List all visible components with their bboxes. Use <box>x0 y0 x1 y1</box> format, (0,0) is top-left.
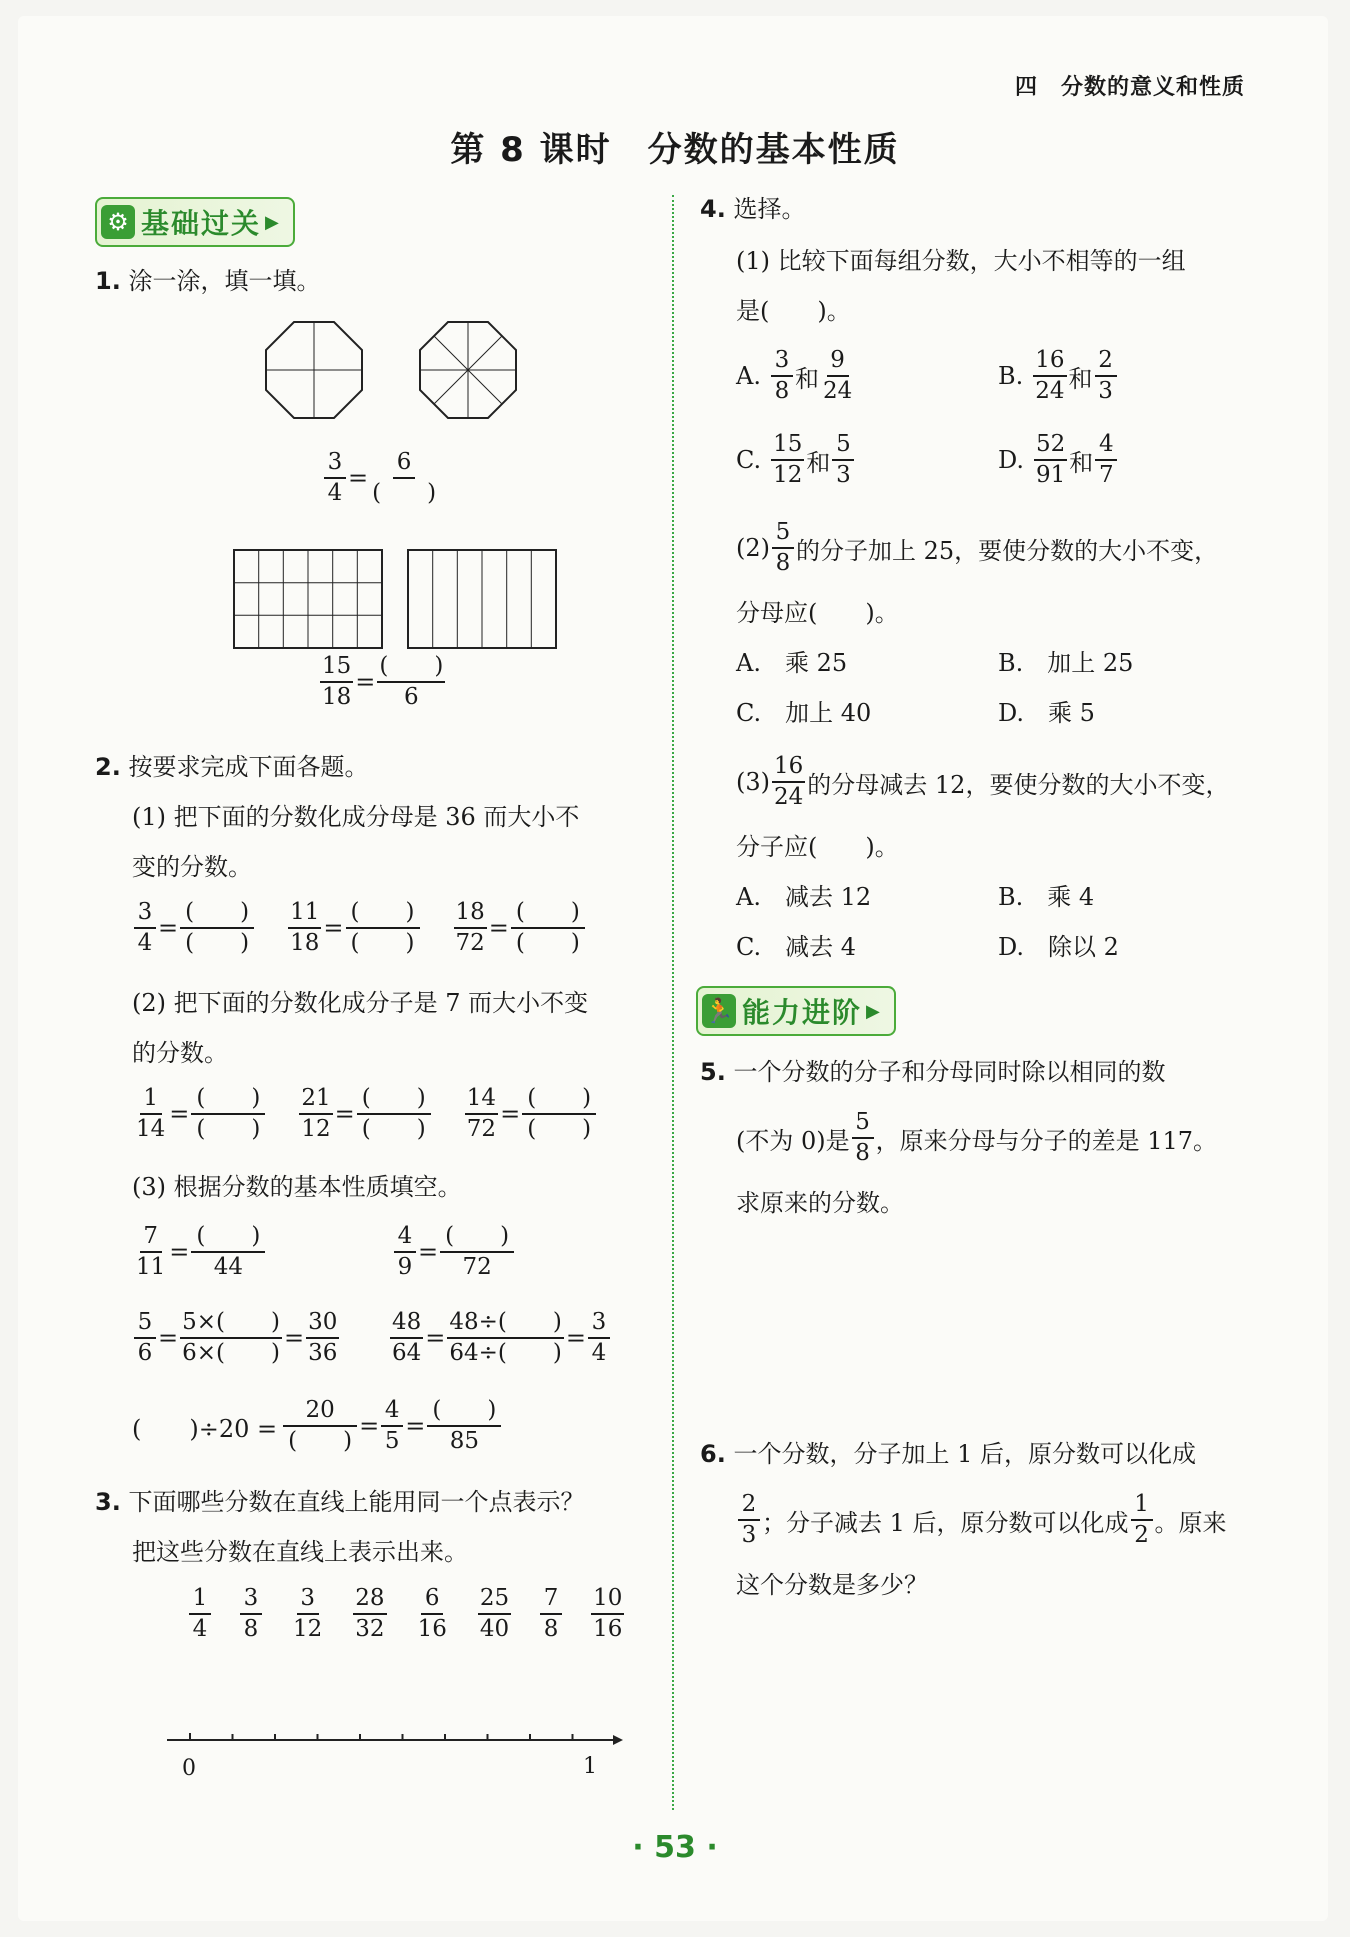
text-span: 64 <box>392 1340 422 1366</box>
text-span: = <box>158 1324 179 1352</box>
fraction <box>306 1308 339 1368</box>
text-span: = <box>418 1238 439 1266</box>
fraction-item <box>416 1584 449 1644</box>
text-span: 3 <box>836 462 851 488</box>
question-number: 5. <box>700 1058 726 1086</box>
answer-blank[interactable]: ( ) <box>185 930 250 956</box>
answer-blank[interactable]: ( )÷20 = <box>132 1414 278 1443</box>
question-text: 涂一涂，填一填。 <box>128 267 321 295</box>
answer-blank[interactable]: 6×( ) <box>182 1340 280 1366</box>
text-span: 16 <box>1033 346 1066 377</box>
fraction <box>1095 346 1117 406</box>
text-span: 乘 5 <box>1048 699 1095 727</box>
text-span: 44 <box>213 1254 244 1280</box>
text-span: 3 <box>297 1584 319 1615</box>
fraction <box>771 346 793 406</box>
question-text: 按要求完成下面各题。 <box>128 753 369 781</box>
text-span: 8 <box>775 550 791 576</box>
text-span: 5 <box>772 518 794 549</box>
text-span: 72 <box>466 1116 497 1142</box>
text-span: 32 <box>355 1616 385 1642</box>
q2-part1-line2: 变的分数。 <box>132 853 252 881</box>
arrow-right-icon: ▶ <box>265 211 279 233</box>
question-number: 2. <box>95 753 121 781</box>
text-span: = <box>500 1100 521 1128</box>
text-span: B. <box>998 649 1024 677</box>
fraction <box>1033 346 1066 406</box>
octagon-figures <box>250 318 540 448</box>
text-span: 3 <box>1098 378 1113 404</box>
fraction <box>440 1222 514 1282</box>
text-span: 20 <box>283 1396 357 1427</box>
q1-equation-2 <box>318 652 447 712</box>
fraction <box>771 430 804 490</box>
q2-part3-b <box>392 1222 516 1282</box>
question-text: 下面哪些分数在直线上能用同一个点表示？ <box>128 1488 585 1516</box>
fraction <box>522 1084 596 1144</box>
text-span: = <box>405 1412 426 1440</box>
text-span: 8 <box>855 1140 870 1166</box>
text-span: 36 <box>308 1340 338 1366</box>
text-span: D. <box>998 933 1025 961</box>
text-span: 9 <box>827 346 849 377</box>
text-span: = <box>425 1324 446 1352</box>
fraction <box>180 898 254 958</box>
q2-part1-row <box>132 898 587 958</box>
q4-part3-line2: 分子应( )。 <box>736 833 899 861</box>
text-span: 3 <box>134 898 156 929</box>
text-span: 30 <box>306 1308 339 1339</box>
fraction <box>283 1396 357 1456</box>
text-span: 和 <box>1069 448 1094 477</box>
text-span: 4 <box>591 1340 607 1366</box>
conversion-item <box>132 1084 267 1144</box>
fraction <box>191 1084 265 1144</box>
text-span: 和 <box>806 448 831 477</box>
text-span: 48 <box>390 1308 423 1339</box>
text-span: B. <box>998 362 1024 390</box>
fraction <box>390 1308 423 1368</box>
fraction <box>191 1222 265 1282</box>
text-span: 4 <box>381 1396 403 1427</box>
text-span: 11 <box>288 898 321 929</box>
fraction <box>772 518 794 578</box>
answer-blank[interactable]: ( ) <box>357 1084 431 1115</box>
text-span: 7 <box>540 1584 562 1615</box>
text-span: 2 <box>1095 346 1117 377</box>
q2-part2-line1: (2) 把下面的分数化成分子是 7 而大小不变 <box>132 989 589 1017</box>
text-span: 52 <box>1034 430 1067 461</box>
q5-answer-area[interactable] <box>736 1240 1276 1420</box>
denominator: 18 <box>322 684 352 710</box>
text-span: 减去 12 <box>784 883 872 911</box>
option-c[interactable] <box>736 430 856 490</box>
text-span: 4 <box>137 930 153 956</box>
q5-line2 <box>736 1108 1217 1168</box>
text-span: 16 <box>417 1616 447 1642</box>
text-span: = <box>283 1324 305 1352</box>
text-span: 25 <box>478 1584 511 1615</box>
conversion-item <box>452 898 587 958</box>
equals-sign: = <box>348 464 369 492</box>
text-span: 7 <box>1098 462 1114 488</box>
text-span: 除以 2 <box>1048 933 1119 961</box>
answer-blank[interactable]: ( ) <box>288 1428 353 1454</box>
text-span: 5 <box>384 1428 400 1454</box>
fraction <box>377 652 445 712</box>
text-span: 28 <box>353 1584 386 1615</box>
text-span: 1 <box>1131 1490 1153 1521</box>
fraction <box>288 898 321 958</box>
fraction <box>1034 430 1067 490</box>
fraction <box>454 898 487 958</box>
text-span: 18 <box>290 930 320 956</box>
text-span: 2 <box>1134 1522 1149 1548</box>
text-span: (不为 0)是 <box>736 1126 850 1155</box>
denominator: 6 <box>404 684 419 710</box>
text-span: 24 <box>1035 378 1065 404</box>
q2-part2-row <box>132 1084 598 1144</box>
q2-part3-line1: (3) 根据分数的基本性质填空。 <box>132 1173 462 1201</box>
text-span: 14 <box>136 1116 166 1142</box>
text-span: B. <box>998 883 1024 911</box>
option-a[interactable] <box>736 646 847 680</box>
section-label: 能力进阶 <box>742 996 863 1029</box>
denominator: 4 <box>327 480 343 506</box>
text-span: 减去 4 <box>785 933 857 961</box>
text-span: 21 <box>299 1084 332 1115</box>
page-number: · 53 · <box>632 1830 718 1865</box>
q3-fraction-list <box>187 1584 626 1644</box>
answer-blank[interactable]: ( ) <box>191 1222 265 1253</box>
answer-blank[interactable]: ( ) <box>350 930 415 956</box>
question-text: 一个分数，分子加上 1 后，原分数可以化成 <box>733 1440 1196 1468</box>
text-span: 乘 25 <box>784 649 848 677</box>
fraction <box>134 898 156 958</box>
answer-blank[interactable]: ( ) <box>427 1396 501 1427</box>
text-span: 24 <box>774 784 804 810</box>
q2-part1-line1: (1) 把下面的分数化成分母是 36 而大小不 <box>132 803 580 831</box>
fraction-item <box>240 1584 262 1644</box>
answer-blank[interactable]: ( ) <box>372 480 437 506</box>
q6-line2 <box>736 1490 1227 1550</box>
text-span: 乘 4 <box>1047 883 1095 911</box>
question-6 <box>700 1437 1196 1471</box>
text-span: 1 <box>189 1584 211 1615</box>
text-span: 24 <box>822 378 853 404</box>
text-span: 8 <box>243 1616 259 1642</box>
answer-blank[interactable]: ( ) <box>191 1084 265 1115</box>
fraction <box>346 898 420 958</box>
conversion-item <box>286 898 421 958</box>
question-3 <box>95 1485 584 1519</box>
text-span: (2) <box>736 534 770 562</box>
text-span: = <box>565 1324 586 1352</box>
answer-blank[interactable]: ( ) <box>522 1084 596 1115</box>
fraction <box>299 1084 332 1144</box>
option-b[interactable] <box>998 346 1119 406</box>
option-c[interactable] <box>736 696 871 730</box>
option-b[interactable] <box>998 646 1133 680</box>
text-span: 15 <box>771 430 804 461</box>
text-span: = <box>169 1238 190 1266</box>
option-a[interactable] <box>736 880 871 914</box>
text-span: A. <box>736 883 761 911</box>
text-span: 5 <box>134 1308 156 1339</box>
q4-part2-line1 <box>736 518 1218 578</box>
q2-part3-d <box>388 1308 612 1368</box>
page-title: 第 8 课时 分数的基本性质 <box>450 130 900 170</box>
axis-label-end: 1 <box>583 1754 597 1779</box>
text-span: 6 <box>421 1584 443 1615</box>
text-span: 的分子加上 25，要使分数的大小不变， <box>796 536 1219 565</box>
arrowhead <box>613 1735 623 1745</box>
fraction-item <box>353 1584 386 1644</box>
fraction <box>381 1396 403 1456</box>
text-span: 12 <box>301 1116 331 1142</box>
q4-part1-line1: (1) 比较下面每组分数，大小不相等的一组 <box>736 247 1186 275</box>
answer-blank[interactable]: ( ) <box>361 1116 426 1142</box>
text-span: ，原来分母与分子的差是 117。 <box>875 1126 1218 1155</box>
option-d[interactable] <box>998 930 1119 964</box>
text-span: C. <box>736 933 762 961</box>
text-span: 4 <box>1095 430 1117 461</box>
text-span: = <box>359 1412 380 1440</box>
answer-blank[interactable]: ( ) <box>180 898 254 929</box>
text-span: = <box>158 914 179 942</box>
fraction <box>447 1308 563 1368</box>
text-span: 85 <box>449 1428 479 1454</box>
number-line[interactable] <box>165 1728 625 1758</box>
fraction <box>588 1308 610 1368</box>
answer-blank[interactable]: ( ) <box>377 652 445 683</box>
text-span: 3 <box>240 1584 262 1615</box>
text-span: 6 <box>137 1340 153 1366</box>
text-span: 3 <box>588 1308 610 1339</box>
fraction <box>134 1084 167 1144</box>
fraction <box>832 430 854 490</box>
q4-part1-line2: 是( )。 <box>736 297 851 325</box>
section-banner-advanced <box>696 986 896 1036</box>
equals-sign: = <box>355 668 376 696</box>
q4-part2-line2: 分母应( )。 <box>736 599 899 627</box>
numerator: 3 <box>324 448 346 479</box>
q6-line3: 这个分数是多少？ <box>736 1571 928 1599</box>
q2-part3-a <box>132 1222 267 1282</box>
text-span: A. <box>736 649 761 677</box>
axis-label-start: 0 <box>182 1756 196 1781</box>
fraction <box>1131 1490 1153 1550</box>
text-span: (3) <box>736 768 770 796</box>
text-span: 14 <box>465 1084 498 1115</box>
text-span: 和 <box>794 364 819 393</box>
answer-blank[interactable]: 48÷( ) <box>447 1308 563 1339</box>
question-4 <box>700 192 805 226</box>
text-span: 9 <box>397 1254 413 1280</box>
text-span: 72 <box>455 930 485 956</box>
numerator: 15 <box>320 652 353 683</box>
conversion-item <box>132 898 256 958</box>
fraction <box>394 1222 416 1282</box>
conversion-item <box>297 1084 432 1144</box>
answer-blank[interactable]: 5×( ) <box>180 1308 282 1339</box>
answer-blank[interactable]: ( ) <box>196 1116 261 1142</box>
text-span: 91 <box>1036 462 1066 488</box>
gear-icon: ⚙ <box>101 205 135 239</box>
text-span: 10 <box>591 1584 624 1615</box>
text-span: 。原来 <box>1154 1508 1227 1537</box>
q6-answer-area[interactable] <box>736 1620 1276 1800</box>
question-1 <box>95 264 320 298</box>
fraction <box>180 1308 282 1368</box>
fraction-item <box>591 1584 624 1644</box>
fraction <box>821 346 854 406</box>
text-span: C. <box>736 699 762 727</box>
fraction <box>427 1396 501 1456</box>
fraction <box>852 1108 874 1168</box>
question-number: 3. <box>95 1488 121 1516</box>
q3-line2: 把这些分数在直线上表示出来。 <box>132 1538 468 1566</box>
text-span: = <box>334 1100 355 1128</box>
fraction <box>370 448 438 508</box>
text-span: ；分子减去 1 后，原分数可以化成 <box>762 1508 1129 1537</box>
text-span: 2 <box>738 1490 760 1521</box>
text-span: 3 <box>741 1522 757 1548</box>
text-span: 4 <box>192 1616 208 1642</box>
q4-part3-line1 <box>736 752 1229 812</box>
runner-icon: 🏃 <box>702 994 736 1028</box>
fraction <box>511 898 585 958</box>
text-span: 12 <box>293 1616 323 1642</box>
answer-blank[interactable]: ( ) <box>346 898 420 929</box>
fraction-item <box>540 1584 562 1644</box>
column-divider <box>672 195 674 1810</box>
option-d[interactable] <box>998 696 1095 730</box>
text-span: D. <box>998 446 1025 474</box>
option-d[interactable] <box>998 430 1119 490</box>
question-2 <box>95 750 368 784</box>
text-span: = <box>323 914 344 942</box>
answer-blank[interactable]: ( ) <box>511 898 585 929</box>
conversion-item <box>463 1084 598 1144</box>
text-span: C. <box>736 446 762 474</box>
question-number: 1. <box>95 267 121 295</box>
grid-figures <box>232 548 562 652</box>
answer-blank[interactable]: ( ) <box>515 930 580 956</box>
text-span: 5 <box>852 1108 874 1139</box>
fraction <box>1095 430 1117 490</box>
text-span: = <box>488 914 509 942</box>
fraction <box>134 1222 167 1282</box>
section-label: 基础过关 <box>141 207 262 240</box>
chapter-header: 四 分数的意义和性质 <box>1014 75 1245 100</box>
text-span: 11 <box>136 1254 166 1280</box>
fraction-item <box>291 1584 324 1644</box>
option-c[interactable] <box>736 930 856 964</box>
fraction <box>324 448 346 508</box>
answer-blank[interactable]: ( ) <box>527 1116 592 1142</box>
text-span: 加上 40 <box>785 699 872 727</box>
text-span: 5 <box>832 430 854 461</box>
text-span: 1 <box>140 1084 162 1115</box>
q2-part3-e <box>132 1396 503 1456</box>
fraction <box>320 652 353 712</box>
fraction-item <box>189 1584 211 1644</box>
question-text: 一个分数的分子和分母同时除以相同的数 <box>733 1058 1166 1086</box>
numerator: 6 <box>393 448 415 479</box>
question-number: 4. <box>700 195 726 223</box>
text-span: 和 <box>1068 364 1093 393</box>
text-span: 8 <box>774 378 790 404</box>
fraction-item <box>478 1584 511 1644</box>
text-span: D. <box>998 699 1025 727</box>
option-b[interactable] <box>998 880 1094 914</box>
q2-part2-line2: 的分数。 <box>132 1039 228 1067</box>
text-span: 4 <box>394 1222 416 1253</box>
answer-blank[interactable]: 64÷( ) <box>449 1340 562 1366</box>
text-span: 18 <box>454 898 487 929</box>
text-span: 40 <box>479 1616 510 1642</box>
text-span: = <box>169 1100 190 1128</box>
arrow-right-icon: ▶ <box>866 1000 880 1022</box>
fraction <box>134 1308 156 1368</box>
text-span: 12 <box>773 462 803 488</box>
text-span: 72 <box>462 1254 492 1280</box>
question-5 <box>700 1055 1165 1089</box>
fraction <box>738 1490 760 1550</box>
text-span: A. <box>736 362 761 390</box>
fraction <box>357 1084 431 1144</box>
text-span: 3 <box>771 346 793 377</box>
question-text: 选择。 <box>733 195 806 223</box>
q5-line3: 求原来的分数。 <box>736 1189 904 1217</box>
text-span: 16 <box>772 752 805 783</box>
text-span: 16 <box>593 1616 623 1642</box>
text-span: 加上 25 <box>1047 649 1134 677</box>
text-span: 8 <box>543 1616 559 1642</box>
fraction <box>465 1084 498 1144</box>
text-span: 的分母减去 12，要使分数的大小不变， <box>807 770 1230 799</box>
answer-blank[interactable]: ( ) <box>440 1222 514 1253</box>
q1-equation-1 <box>322 448 440 508</box>
text-span: 7 <box>140 1222 162 1253</box>
section-banner-basic <box>95 197 295 247</box>
question-number: 6. <box>700 1440 726 1468</box>
fraction <box>772 752 805 812</box>
option-a[interactable] <box>736 346 856 406</box>
q2-part3-c <box>132 1308 341 1368</box>
